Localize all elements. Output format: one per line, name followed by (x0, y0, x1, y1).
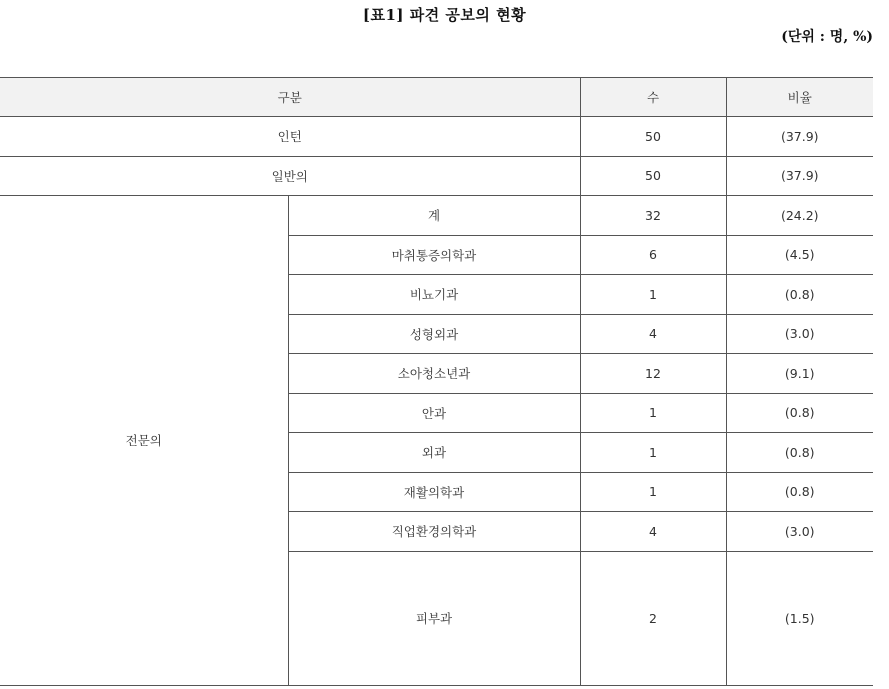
header-count: 수 (580, 78, 726, 117)
cell-ratio: (37.9) (726, 117, 873, 157)
cell-ratio: (9.1) (726, 354, 873, 394)
cell-count: 1 (580, 393, 726, 433)
cell-ratio: (3.0) (726, 512, 873, 552)
cell-ratio: (37.9) (726, 156, 873, 196)
row-group-specialist: 전문의 (0, 196, 288, 686)
table-title: [표1] 파견 공보의 현황 (362, 6, 527, 24)
cell-count: 4 (580, 512, 726, 552)
table-row (0, 156, 873, 196)
cell-count: 12 (580, 354, 726, 394)
cell-ratio: (1.5) (726, 551, 873, 685)
cell-count: 4 (580, 314, 726, 354)
cell-count: 32 (580, 196, 726, 236)
unit-note: (단위 : 명, %) (781, 29, 873, 45)
cell-subcategory: 직업환경의학과 (288, 512, 580, 552)
cell-subcategory: 피부과 (288, 551, 580, 685)
cell-subcategory: 재활의학과 (288, 472, 580, 512)
header-category: 구분 (0, 78, 580, 117)
cell-subcategory: 성형외과 (288, 314, 580, 354)
cell-count: 1 (580, 472, 726, 512)
row-label-general: 일반의 (0, 156, 580, 196)
cell-ratio: (3.0) (726, 314, 873, 354)
cell-count: 50 (580, 117, 726, 157)
table-row (0, 117, 873, 157)
cell-subcategory: 비뇨기과 (288, 275, 580, 315)
cell-subcategory: 마취통증의학과 (288, 235, 580, 275)
row-label-intern: 인턴 (0, 117, 580, 157)
table-row (0, 196, 873, 236)
cell-ratio: (0.8) (726, 393, 873, 433)
header-ratio: 비율 (726, 78, 873, 117)
cell-count: 1 (580, 275, 726, 315)
cell-subcategory: 계 (288, 196, 580, 236)
cell-count: 2 (580, 551, 726, 685)
cell-subcategory: 안과 (288, 393, 580, 433)
cell-ratio: (0.8) (726, 433, 873, 473)
cell-ratio: (24.2) (726, 196, 873, 236)
cell-subcategory: 소아청소년과 (288, 354, 580, 394)
cell-ratio: (0.8) (726, 472, 873, 512)
dispatch-table (0, 77, 873, 686)
cell-subcategory: 외과 (288, 433, 580, 473)
cell-count: 1 (580, 433, 726, 473)
cell-ratio: (0.8) (726, 275, 873, 315)
cell-count: 6 (580, 235, 726, 275)
cell-ratio: (4.5) (726, 235, 873, 275)
cell-count: 50 (580, 156, 726, 196)
header-row (0, 78, 873, 117)
